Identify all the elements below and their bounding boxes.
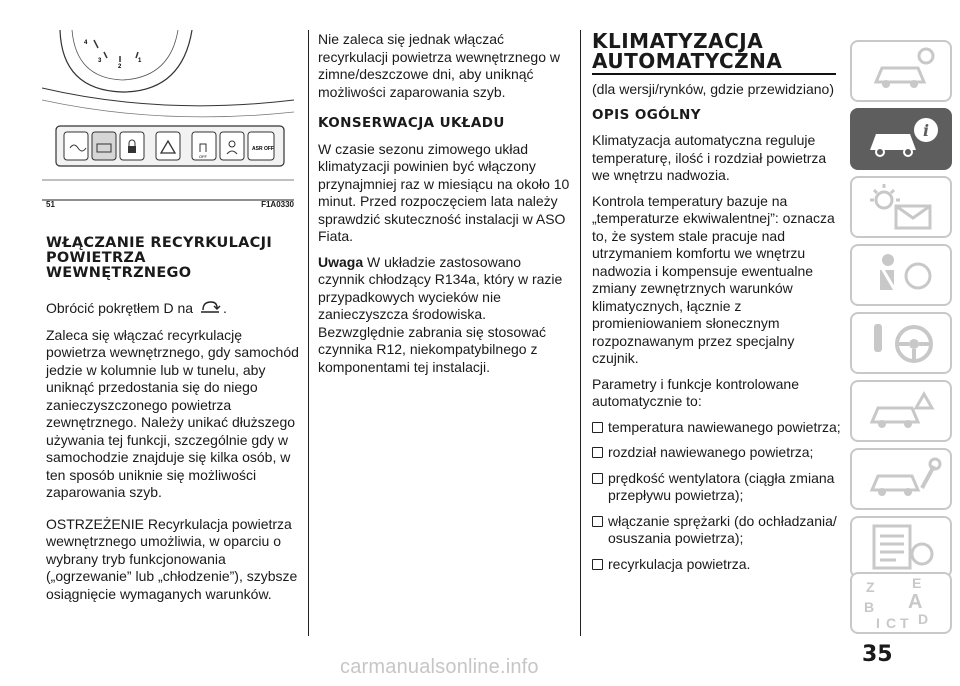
passenger-airbag-button[interactable] <box>220 132 244 160</box>
intro-end: . <box>222 300 227 316</box>
tab-index[interactable] <box>850 572 952 634</box>
list-item: włączanie sprężarki (do ochładzania/ osuszania powietrza); <box>592 513 842 548</box>
dial-number: 2 <box>118 64 122 70</box>
subtitle: (dla wersji/rynków, gdzie przewidziano) <box>592 81 834 97</box>
index-letter: B <box>864 599 875 615</box>
bullet-box-icon <box>592 447 603 458</box>
list-item: temperatura nawiewanego powietrza; <box>592 419 842 437</box>
dial-outline <box>60 30 192 92</box>
dial-number: 3 <box>98 58 102 64</box>
page-number: 35 <box>862 642 893 667</box>
index-letter: Z <box>866 579 875 595</box>
dial-number: 1 <box>138 58 142 64</box>
tab-warning-lights[interactable] <box>850 176 952 238</box>
hazard-button[interactable] <box>156 132 180 160</box>
recirculation-heading: WŁĄCZANIE RECYRKULACJI POWIETRZA WEWNĘTRZNEGO <box>46 235 273 281</box>
list-item: rozdział nawiewanego powietrza; <box>592 444 842 462</box>
figure-number: 51 <box>46 200 55 209</box>
dial-number: 4 <box>84 40 88 46</box>
bullet-box-icon <box>592 559 603 570</box>
watermark: carmanualsonline.info <box>340 656 539 678</box>
asr-label: ASR OFF <box>252 146 274 152</box>
car-emergency-icon <box>852 382 950 440</box>
warning-lights-message-icon <box>852 178 950 236</box>
tab-maintenance[interactable] <box>850 448 952 510</box>
intro-text: Obrócić pokrętłem D na <box>46 300 194 316</box>
tab-emergency[interactable] <box>850 380 952 442</box>
tab-dashboard[interactable] <box>850 40 952 102</box>
recirculation-button[interactable] <box>92 132 116 160</box>
dial-inner <box>72 30 178 80</box>
steering-wheel-key-icon <box>852 314 950 372</box>
paragraph: Nie zaleca się jednak włączać recyrkulacji powietrza wewnętrznego w zimne/deszczowe dni, aby uniknąć możliwości zaparowania szyb. <box>318 31 560 100</box>
paragraph: Kontrola temperatury bazuje na „temperaturze ekwiwalentnej”: oznacza to, że system stale pracuje nad utrzymaniem komfortu we wnętrzu nadwozia i kompensuje ewentualne zmiany zewnętrznych warunków klimatycznych, łącznie z promieniowaniem słonecznym rozpoznawanym przez specjalny czujnik. <box>592 192 835 366</box>
overview-heading: OPIS OGÓLNY <box>592 106 701 123</box>
index-letter: A <box>908 591 923 613</box>
note-label: Uwaga <box>318 253 364 270</box>
figure-code: F1A0330 <box>261 200 294 209</box>
index-letter: E <box>912 575 922 591</box>
car-info-icon <box>852 110 950 168</box>
paragraph: Zaleca się włączać recyrkulację powietrza wewnętrznego, gdy samochód jedzie w kolumnie lub w tunelu, aby uniknąć przedostania się do niego zanieczyszczonego powietrza zewnętrznego. Należy unikać dłuższego używania tej funkcji, szczególnie gdy w samochodzie znajduje się kilka osób, w ten sposób uniknie się możliwości zaparowania szyb. <box>46 326 299 501</box>
recirculation-icon <box>199 300 221 319</box>
heading-rule <box>592 73 836 75</box>
asr-button[interactable] <box>248 132 274 160</box>
column-2 <box>318 31 570 384</box>
list-item: recyrkulacja powietrza. <box>592 556 842 574</box>
alphabetical-index-icon <box>852 574 950 632</box>
function-list <box>592 419 842 574</box>
note-text: W układzie zastosowano czynnik chłodzący R134a, który w razie przypadkowych wycieków nie zanieczyszcza środowiska. Bezwzględnie zabrania się stosować czynnika R12, niekompatybilnego z komponentami tej instalacji. <box>318 253 563 375</box>
defog-button[interactable] <box>64 132 88 160</box>
paragraph: W czasie sezonu zimowego układ klimatyzacji powinien być włączony przynajmniej raz w miesiącu na około 10 minut. Przed rozpoczęciem lata należy sprawdzić skuteczność instalacji w ASO Fiata. <box>318 140 570 244</box>
note-paragraph <box>318 254 570 377</box>
paragraph: Parametry i funkcje kontrolowane automatycznie to: <box>592 375 799 409</box>
off-label: OFF <box>199 154 207 159</box>
bullet-box-icon <box>592 422 603 433</box>
column-1 <box>46 300 304 611</box>
list-item: prędkość wentylatora (ciągła zmiana przepływu powietrza); <box>592 470 842 505</box>
auto-climate-heading: KLIMATYZACJA AUTOMATYCZNA <box>592 29 783 73</box>
lock-button[interactable] <box>120 132 144 160</box>
index-letter: T <box>900 615 909 631</box>
tab-info[interactable] <box>850 108 952 170</box>
index-letter: C <box>886 615 897 631</box>
seat-heat-button[interactable] <box>192 132 216 160</box>
tab-safety[interactable] <box>850 244 952 306</box>
column-divider <box>308 30 309 636</box>
dashboard-illustration <box>42 30 294 208</box>
technical-data-list-icon <box>852 518 950 576</box>
svg-text:i: i <box>923 121 930 140</box>
bullet-box-icon <box>592 473 603 484</box>
tab-starting-driving[interactable] <box>850 312 952 374</box>
column-divider <box>580 30 581 636</box>
warning-paragraph: OSTRZEŻENIE Recyrkulacja powietrza wewnętrznego umożliwia, w oparciu o wybrany tryb funkcjonowania („ogrzewanie” lub „chłodzenie”), szybsze osiągnięcie wymaganych warunków. <box>46 515 298 602</box>
tab-technical-data[interactable] <box>850 516 952 578</box>
car-maintenance-icon <box>852 450 950 508</box>
maintenance-heading: KONSERWACJA UKŁADU <box>318 115 505 131</box>
index-letter: D <box>918 611 929 627</box>
seatbelt-airbag-icon <box>852 246 950 304</box>
dashboard-edge <box>42 88 294 106</box>
bullet-box-icon <box>592 516 603 527</box>
intro-paragraph <box>46 300 304 319</box>
column-3 <box>592 31 842 581</box>
dashboard-figure <box>42 30 294 208</box>
index-letter: I <box>876 615 880 631</box>
paragraph: Klimatyzacja automatyczna reguluje temperaturę, ilość i rozdział powietrza we wnętrzu nadwozia. <box>592 132 827 183</box>
car-dashboard-icon <box>852 42 950 100</box>
